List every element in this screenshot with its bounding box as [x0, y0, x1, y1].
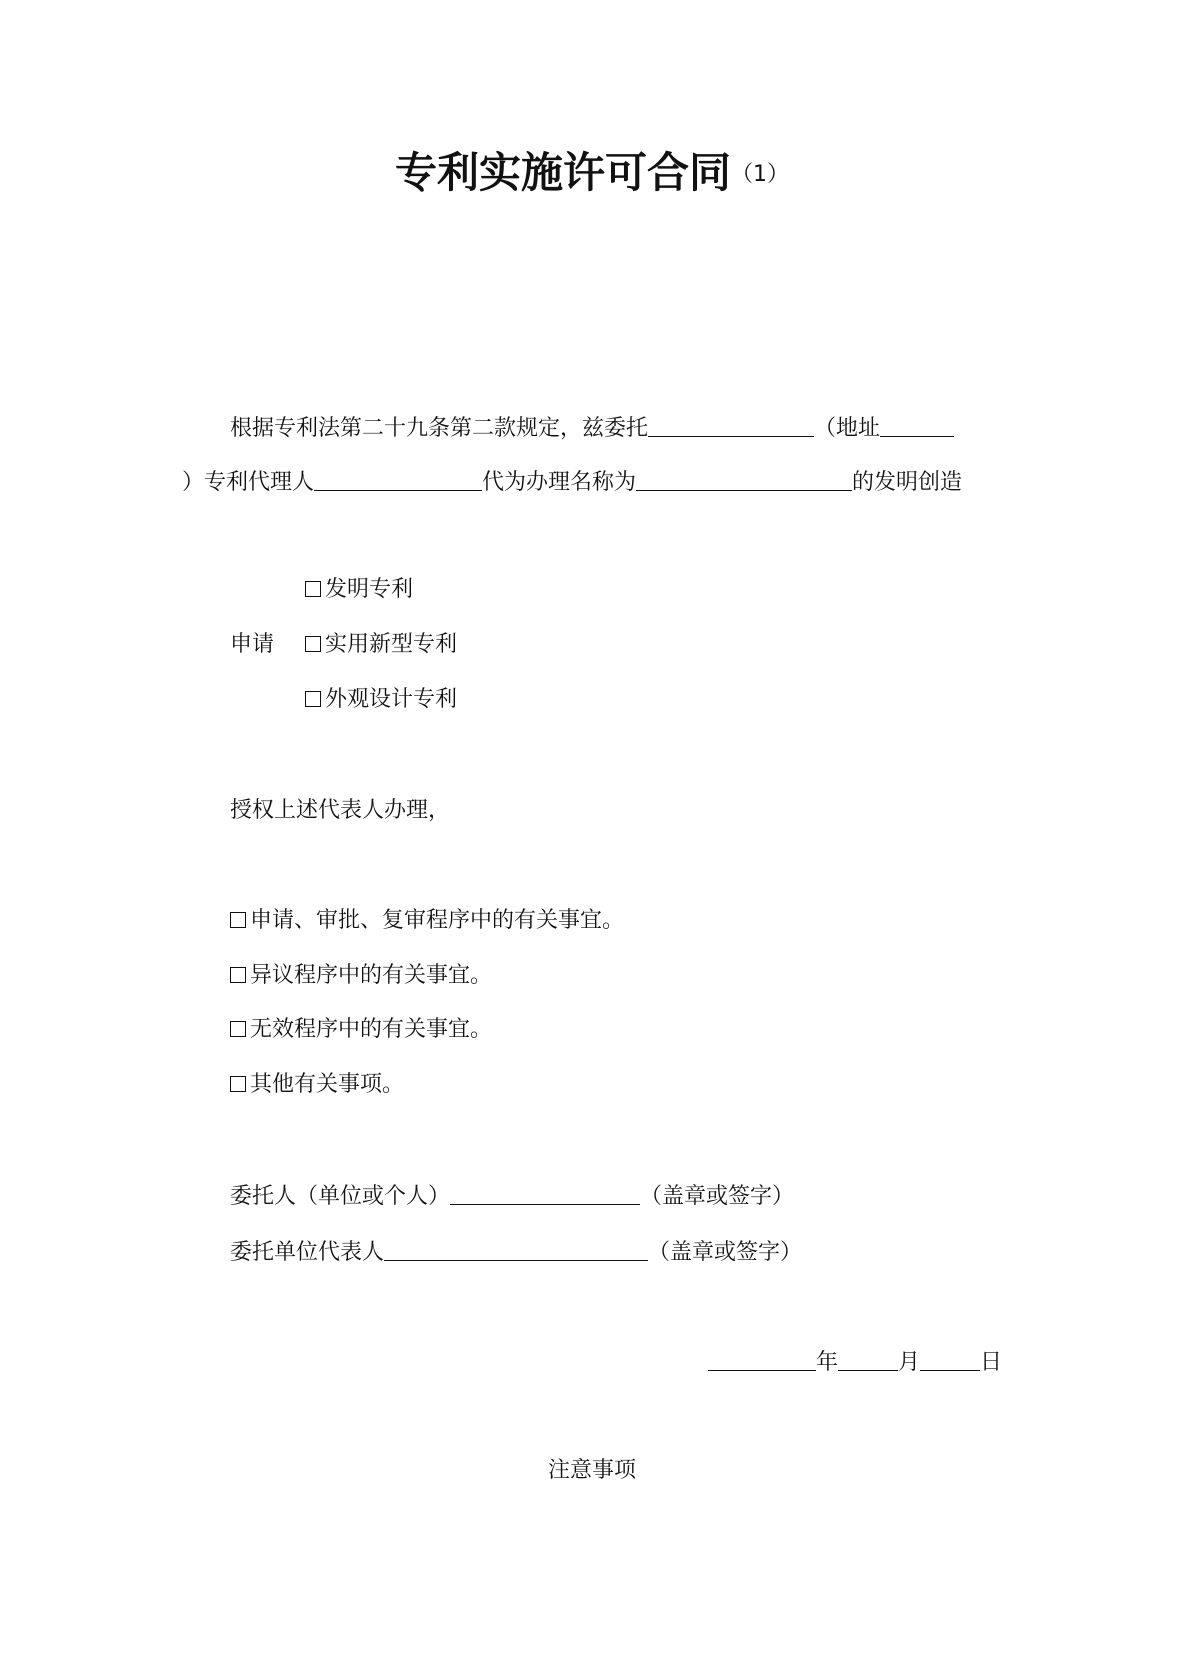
day-blank[interactable] — [920, 1350, 980, 1371]
principal-label: 委托人（单位或个人） — [230, 1184, 451, 1209]
checkbox-icon[interactable] — [230, 967, 246, 983]
address-label: （地址 — [814, 416, 881, 441]
agent-blank[interactable] — [314, 470, 482, 491]
day-label: 日 — [980, 1350, 1003, 1375]
apply-label: 申请 — [230, 632, 275, 657]
authorize-text: 授权上述代表人办理， — [230, 798, 451, 823]
paragraph-line-1 — [230, 416, 954, 440]
notes-heading: 注意事项 — [547, 1458, 636, 1483]
matter-item[interactable] — [230, 910, 624, 932]
intro-text: 根据专利法第二十九条第二款规定，兹委托 — [230, 416, 649, 441]
document-title — [0, 148, 1184, 197]
invention-name-blank[interactable] — [636, 470, 852, 491]
invention-name-label: 代为办理名称为 — [482, 470, 637, 495]
representative-note: （盖章或签字） — [648, 1240, 803, 1265]
month-label: 月 — [898, 1350, 921, 1375]
year-blank[interactable] — [708, 1350, 816, 1371]
agent-label: ）专利代理人 — [182, 470, 315, 495]
checkbox-icon[interactable] — [305, 581, 321, 597]
matter-label: 无效程序中的有关事宜。 — [250, 1017, 493, 1042]
principal-signature-line — [230, 1184, 794, 1208]
matter-label: 异议程序中的有关事宜。 — [250, 963, 493, 988]
option-label: 发明专利 — [325, 577, 414, 602]
address-blank[interactable] — [880, 416, 954, 437]
title-suffix: （1） — [731, 162, 789, 187]
representative-signature-line — [230, 1240, 802, 1264]
invention-suffix: 的发明创造 — [852, 470, 963, 495]
matter-item[interactable] — [230, 1019, 492, 1041]
matter-label: 申请、审批、复审程序中的有关事宜。 — [250, 908, 625, 933]
representative-label: 委托单位代表人 — [230, 1240, 385, 1265]
title-text: 专利实施许可合同 — [394, 148, 731, 197]
principal-blank[interactable] — [648, 416, 814, 437]
paragraph-line-2 — [182, 470, 962, 494]
checkbox-icon[interactable] — [230, 912, 246, 928]
principal-signature-blank[interactable] — [450, 1184, 640, 1205]
principal-note: （盖章或签字） — [640, 1184, 795, 1209]
checkbox-icon[interactable] — [305, 691, 321, 707]
matter-label: 其他有关事项。 — [250, 1072, 405, 1097]
option-label: 实用新型专利 — [325, 632, 458, 657]
representative-signature-blank[interactable] — [384, 1240, 648, 1261]
checkbox-icon[interactable] — [305, 636, 321, 652]
apply-option-utility-model[interactable] — [305, 634, 457, 656]
option-label: 外观设计专利 — [325, 687, 458, 712]
year-label: 年 — [816, 1350, 839, 1375]
month-blank[interactable] — [838, 1350, 898, 1371]
apply-option-invention[interactable] — [305, 579, 413, 601]
checkbox-icon[interactable] — [230, 1021, 246, 1037]
matter-item[interactable] — [230, 965, 492, 987]
checkbox-icon[interactable] — [230, 1076, 246, 1092]
date-line — [708, 1350, 1002, 1374]
matter-item[interactable] — [230, 1074, 404, 1096]
apply-option-design[interactable] — [305, 689, 457, 711]
